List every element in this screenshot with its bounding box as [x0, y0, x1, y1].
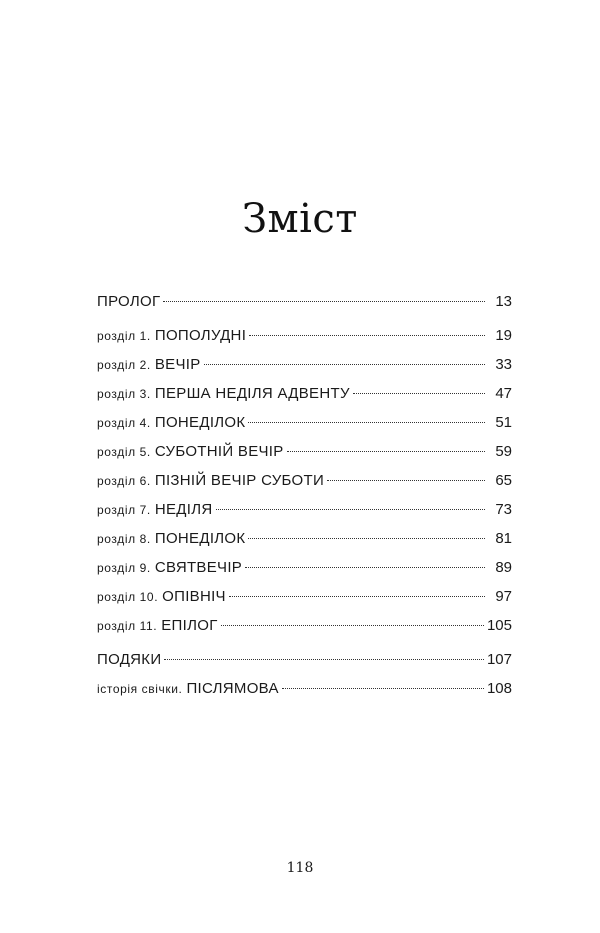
toc-entry-name: ОПІВНІЧ: [162, 588, 226, 605]
toc-entry-acknowledgements: [97, 645, 512, 674]
toc-entry-page: 107: [486, 651, 512, 668]
toc-entry-prefix: розділ 7.: [97, 503, 151, 517]
dot-leader: [216, 509, 485, 510]
toc-entry-chapter-11: [97, 611, 512, 640]
toc-entry-page: 47: [495, 385, 512, 402]
dot-leader: [245, 567, 485, 568]
toc-entry-page: 97: [495, 588, 512, 605]
toc-entry-page: 73: [495, 501, 512, 518]
toc-entry-name: ПІЗНІЙ ВЕЧІР СУБОТИ: [154, 472, 325, 489]
toc-entry-name: ПІСЛЯМОВА: [186, 680, 279, 697]
toc-entry-page: 59: [495, 443, 512, 460]
toc-entry-chapter-7: [97, 495, 512, 524]
toc-entry-name: ПОНЕДІЛОК: [154, 414, 246, 431]
toc-entry-page: 81: [495, 530, 512, 547]
toc-entry-page: 65: [495, 472, 512, 489]
toc-entry-name: НЕДІЛЯ: [154, 501, 213, 518]
dot-leader: [204, 364, 485, 365]
toc-entry-name: ПОНЕДІЛОК: [154, 530, 246, 547]
table-of-contents: [97, 287, 512, 703]
toc-entry-prefix: розділ 2.: [97, 358, 151, 372]
toc-entry-page: 51: [495, 414, 512, 431]
toc-entry-page: 89: [495, 559, 512, 576]
toc-entry-page: 13: [495, 293, 512, 310]
toc-entry-prefix: розділ 5.: [97, 445, 151, 459]
toc-entry-chapter-2: [97, 350, 512, 379]
dot-leader: [249, 335, 485, 336]
toc-entry-chapter-10: [97, 582, 512, 611]
toc-entry-chapter-8: [97, 524, 512, 553]
toc-entry-name: СУБОТНІЙ ВЕЧІР: [154, 443, 284, 460]
toc-entry-name: ВЕЧІР: [154, 356, 201, 373]
dot-leader: [248, 422, 485, 423]
toc-entry-name: ПРОЛОГ: [97, 293, 161, 310]
toc-entry-prefix: розділ 10.: [97, 590, 159, 604]
dot-leader: [163, 301, 485, 302]
toc-entry-prefix: розділ 11.: [97, 619, 158, 633]
toc-entry-prefix: розділ 1.: [97, 329, 151, 343]
toc-entry-chapter-9: [97, 553, 512, 582]
toc-entry-name: ПОПОЛУДНІ: [154, 327, 247, 344]
toc-entry-chapter-6: [97, 466, 512, 495]
toc-entry-afterword: [97, 674, 512, 703]
toc-entry-page: 105: [486, 617, 512, 634]
toc-entry-page: 108: [486, 680, 512, 697]
toc-entry-name: ПЕРША НЕДІЛЯ АДВЕНТУ: [154, 385, 350, 402]
dot-leader: [282, 688, 484, 689]
toc-entry-chapter-5: [97, 437, 512, 466]
dot-leader: [248, 538, 485, 539]
toc-entry-page: 33: [495, 356, 512, 373]
toc-entry-chapter-1: [97, 321, 512, 350]
toc-entry-name: ЕПІЛОГ: [161, 617, 218, 634]
toc-entry-prefix: розділ 6.: [97, 474, 151, 488]
toc-entry-chapter-4: [97, 408, 512, 437]
dot-leader: [327, 480, 485, 481]
toc-entry-prefix: розділ 8.: [97, 532, 151, 546]
dot-leader: [164, 659, 484, 660]
dot-leader: [287, 451, 485, 452]
page-title: Зміст: [242, 196, 358, 242]
toc-entry-prefix: розділ 9.: [97, 561, 151, 575]
dot-leader: [221, 625, 484, 626]
dot-leader: [229, 596, 485, 597]
toc-entry-name: СВЯТВЕЧІР: [154, 559, 243, 576]
toc-entry-name: ПОДЯКИ: [97, 651, 162, 668]
toc-entry-prefix: розділ 3.: [97, 387, 151, 401]
toc-entry-page: 19: [495, 327, 512, 344]
toc-entry-chapter-3: [97, 379, 512, 408]
toc-entry-prefix: історія свічки.: [97, 682, 183, 696]
toc-entry-prologue: [97, 287, 512, 316]
toc-entry-prefix: розділ 4.: [97, 416, 151, 430]
page-number: 118: [286, 860, 314, 876]
dot-leader: [353, 393, 485, 394]
